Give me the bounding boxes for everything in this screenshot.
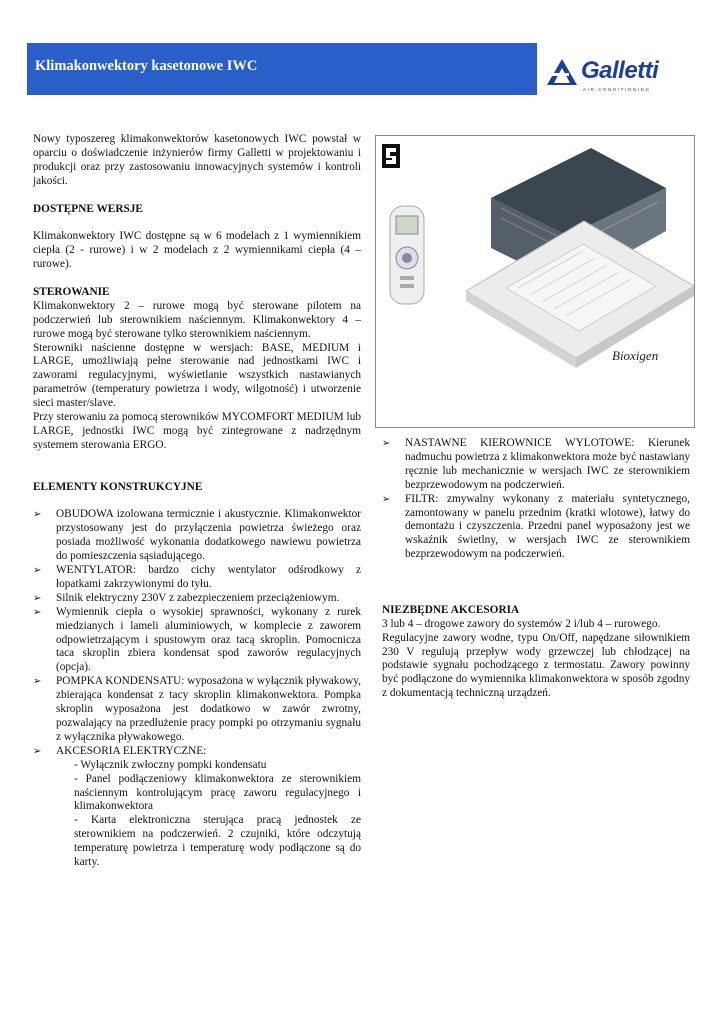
intro-paragraph: Nowy typoszereg klimakonwektorów kasetonowych IWC powstał w oparciu o doświadczenie inżynierów firmy Galletti w projektowaniu i produkcji oraz przy zastosowaniu innowacyjnych systemów i kontroli jakości.: [33, 133, 361, 187]
logo-mark-icon: [545, 57, 579, 87]
control-paragraph-3: Przy sterowaniu za pomocą sterowników MYCOMFORT MEDIUM lub LARGE, jednostki IWC mogą być zintegrowane z nadrzędnym systemem sterowania ERGO.: [33, 411, 361, 451]
header-banner: [27, 43, 537, 95]
control-paragraph-1: Klimakonwektory 2 – rurowe mogą być sterowane pilotem na podczerwień lub sterownikiem naściennym. Klimakonwektory 4 – rurowe mogą być sterowane tylko sterownikiem naściennym.: [33, 299, 361, 340]
elements-heading: ELEMENTY KONSTRUKCYJNE: [33, 480, 203, 493]
brand-sub: AIR CONDITIONING: [583, 87, 651, 92]
galletti-logo: [545, 55, 680, 97]
versions-paragraph: Klimakonwektory IWC dostępne są w 6 modelach z 1 wymiennikiem ciepła (2 - rurowe) i w 2 modelach z 2 wymiennikami ciepła (4 – rurowe).: [33, 230, 361, 271]
right-column: [382, 437, 690, 701]
list-item: ➢ POMPKA KONDENSATU: wyposażona w wyłącznik pływakowy, zbierająca kondensat z tacy skroplin klimakonwektora. Pompka skroplin wyposażona jest dodatkowo w zawór zwrotny, pozwalający na przedłużenie pracy pompki po otrzymaniu sygnału z wyłącznika pływakowego.: [33, 675, 361, 745]
list-item: ➢ WENTYLATOR: bardzo cichy wentylator odśrodkowy z łopatkami zakrzywionymi do tyłu.: [33, 564, 361, 592]
page-title: Klimakonwektory kasetonowe IWC: [35, 58, 258, 74]
list-item: ➢ FILTR: zmywalny wykonany z materiału syntetycznego, zamontowany w panelu przednim (kratki wlotowe), łatwy do demontażu i czyszczenia. Przedni panel wyposażony jest we wskaźnik świetlny, w wersjach IWC ze sterownikiem bezprzewodowym na podczerwień.: [382, 493, 690, 563]
list-item: ➢ Wymiennik ciepła o wysokiej sprawności, wykonany z rurek miedzianych i lameli aluminiowych, w komplecie z zaworem odpowietrzającym i spustowym oraz tacą skroplin. Pomocnicza taca skroplin zbiera kondensat spod zaworów regulacyjnych (opcja).: [33, 606, 361, 676]
accessories-heading: NIEZBĘDNE AKCESORIA: [382, 603, 520, 616]
electrical-item: - Wyłącznik zwłoczny pompki kondensatu: [74, 758, 267, 771]
brand-name: Galletti: [581, 57, 659, 84]
control-heading: STEROWANIE: [33, 285, 110, 298]
list-item: ➢ NASTAWNE KIEROWNICE WYLOTOWE: Kierunek nadmuchu powietrza z klimakonwektora może być nastawiany ręcznie lub mechanicznie w wersjach IWC ze sterownikiem bezprzewodowym na podczerwień.: [382, 437, 690, 493]
product-photo: [375, 135, 695, 428]
list-item: ➢ OBUDOWA izolowana termicznie i akustycznie. Klimakonwektor przystosowany jest do przyłączenia powietrza świeżego oraz posiada możliwość wykonania dodatkowego nawiewu powietrza do pomieszczenia sąsiadującego.: [33, 508, 361, 564]
electrical-item: - Karta elektroniczna sterująca pracą jednostek ze sterownikiem na podczerwień. 2 czujniki, które odczytują temperaturę powietrza i temperaturę wody podłączone są do karty.: [74, 814, 361, 869]
versions-heading: DOSTĘPNE WERSJE: [33, 202, 143, 215]
bioxigen-logo: Bioxigen: [612, 348, 659, 363]
quality-mark-icon: [382, 144, 400, 168]
accessories-paragraph: Regulacyjne zawory wodne, typu On/Off, napędzane siłownikiem 230 V regulują przepływ wody grzewczej lub chłodzącej na podstawie sygnału pochodzącego z termostatu. Zawory powinny być podłączone do wymiennika klimakonwektora w sposób zgodny z dokumentacją techniczną urządzeń.: [382, 631, 690, 700]
remote-control-icon: [390, 206, 424, 304]
accessories-line: 3 lub 4 – drogowe zawory do systemów 2 i/lub 4 – rurowego.: [382, 617, 661, 630]
list-item: ➢ AKCESORIA ELEKTRYCZNE:: [33, 745, 361, 759]
elements-list: [33, 508, 361, 758]
left-column: [33, 133, 361, 870]
electrical-item: - Panel podłączeniowy klimakonwektora ze sterownikiem naściennym kontrolującym pracę zaworu regulacyjnego i klimakonwektora: [74, 772, 361, 813]
cassette-unit-icon: [466, 148, 694, 368]
list-item: ➢ Silnik elektryczny 230V z zabezpieczeniem przeciążeniowym.: [33, 592, 361, 606]
control-paragraph-2: Sterowniki naścienne dostępne w wersjach: BASE, MEDIUM i LARGE, umożliwiają pełne sterowanie nad jednostkami IWC i zaworami regulacyjnymi, wyświetlanie wszystkich nastawianych parametrów (temperatury powietrza i wody, wilgotność) i utworzenie sieci master/slave.: [33, 341, 361, 410]
outlet-filter-list: [382, 437, 690, 562]
